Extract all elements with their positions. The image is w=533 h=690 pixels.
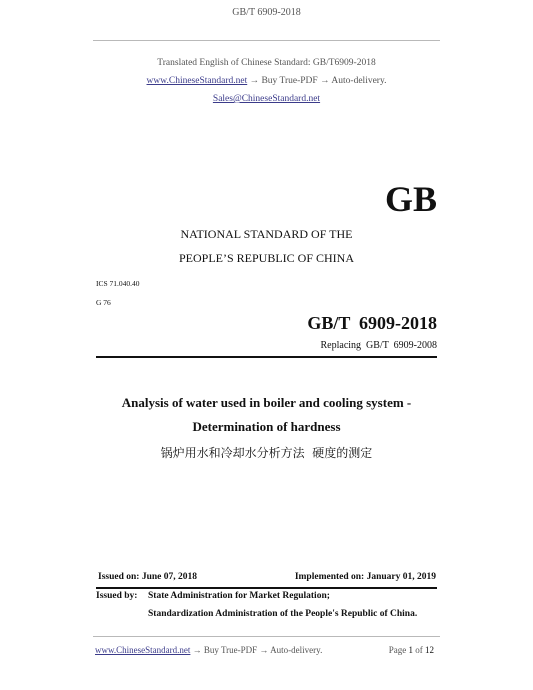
ics-code: ICS 71.040.40 <box>96 279 140 288</box>
footer-buy-text: → Buy True-PDF → Auto-delivery. <box>192 645 323 655</box>
dates-rule <box>96 587 437 589</box>
english-title-line1: Analysis of water used in boiler and cooling system - <box>121 395 412 410</box>
buy-text: → Buy True-PDF → Auto-delivery. <box>249 76 387 86</box>
standard-number: GB/T 6909-2018 <box>307 313 437 333</box>
gb-logo: GB <box>384 179 437 219</box>
english-title-line2: Determination of hardness <box>192 419 341 434</box>
issued-by-label: Issued by: <box>96 591 138 601</box>
page-label: Page <box>388 645 407 655</box>
issued-date: Issued on: June 07, 2018 <box>98 572 197 582</box>
footer-divider <box>93 636 440 637</box>
replacing-standard: Replacing GB/T 6909-2008 <box>320 340 437 351</box>
page-total: 12 <box>425 645 434 655</box>
site-link[interactable]: www.ChineseStandard.net <box>146 76 248 86</box>
national-standard-line2: PEOPLE’S REPUBLIC OF CHINA <box>178 251 355 265</box>
page-current: 1 <box>408 645 413 655</box>
email-line <box>0 94 533 104</box>
page-indicator <box>389 645 434 655</box>
issuer-line1: State Administration for Market Regulation; <box>148 591 330 601</box>
header-divider <box>93 40 440 41</box>
footer-purchase-line <box>95 645 322 655</box>
purchase-line <box>0 76 533 86</box>
ccs-code: G 76 <box>96 298 111 307</box>
footer-site-link[interactable]: www.ChineseStandard.net <box>95 645 191 655</box>
issuer-line2: Standardization Administration of the People's Republic of China. <box>148 609 418 619</box>
email-link[interactable]: Sales@ChineseStandard.net <box>212 94 321 104</box>
national-standard-line1: NATIONAL STANDARD OF THE <box>180 227 353 241</box>
running-header: GB/T 6909-2018 <box>232 7 301 18</box>
title-rule <box>96 356 437 358</box>
chinese-title: 锅炉用水和冷却水分析方法 硬度的测定 <box>160 446 373 460</box>
page-of: of <box>415 645 423 655</box>
implemented-date: Implemented on: January 01, 2019 <box>294 572 436 582</box>
translated-notice: Translated English of Chinese Standard: GB/T6909-2018 <box>157 58 376 68</box>
